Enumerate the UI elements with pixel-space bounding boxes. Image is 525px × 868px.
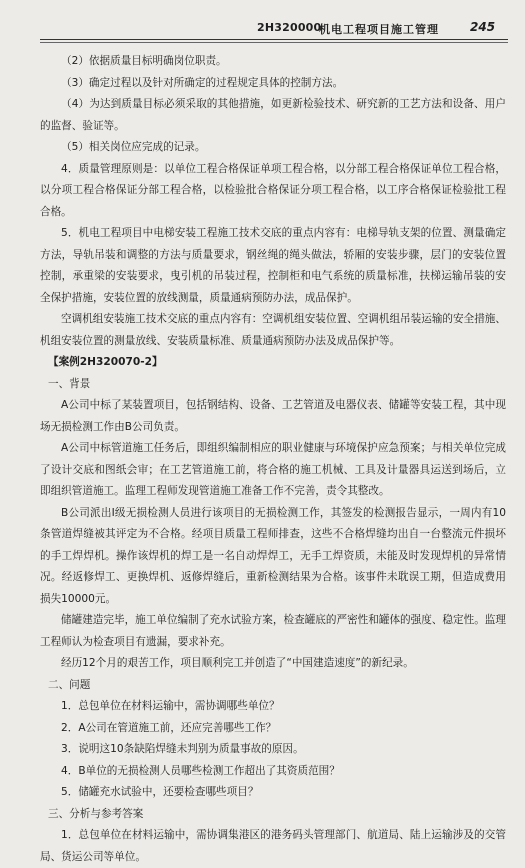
section-heading: 一、背景 xyxy=(48,377,91,390)
question-item: 5．储罐充水试验中，还要检查哪些项目？ xyxy=(61,786,259,798)
paragraph: A公司中标了某装置项目，包括钢结构、设备、工艺管道及电器仪表、储罐等安装工程，其中现场无损检测工作由B公司负责。 xyxy=(40,399,506,433)
section-heading: 二、问题 xyxy=(48,678,91,691)
header-section-code: 2H320000 xyxy=(257,21,322,34)
paragraph: （5）相关岗位应完成的记录。 xyxy=(61,141,206,153)
paragraph: （4）为达到质量目标必须采取的其他措施，如更新检验技术、研究新的工艺方法和设备、用户的监督、验证等。 xyxy=(40,98,506,132)
paragraph: 经历12个月的艰苦工作，项目顺利完工并创造了“中国建造速度”的新纪录。 xyxy=(61,657,414,669)
paragraph: （2）依据质量目标明确岗位职责。 xyxy=(61,55,227,67)
question-item: 1．总包单位在材料运输中，需协调哪些单位？ xyxy=(61,700,280,712)
page-body xyxy=(40,51,506,868)
header-rule-thin xyxy=(40,42,508,43)
question-item: 2．A公司在管道施工前，还应完善哪些工作？ xyxy=(61,721,277,734)
paragraph: A公司中标管道施工任务后，即组织编制相应的职业健康与环境保护应急预案；与相关单位完成了设计交底和图纸会审；在工艺管道施工前，将合格的施工机械、工具及计量器具运送到场后，立即组织管道施工。监理工程师发现管道施工准备工作不完善，责令其整改。 xyxy=(40,442,506,497)
paragraph: 空调机组安装施工技术交底的重点内容有：空调机组安装位置、空调机组吊装运输的安全措施、机组安装位置的测量放线、安装质量标准、质量通病预防办法及成品保护等。 xyxy=(40,313,506,347)
paragraph: 储罐建造完毕，施工单位编制了充水试验方案，检查罐底的严密性和罐体的强度、稳定性。监理工程师认为检查项目有遗漏，要求补充。 xyxy=(40,614,506,648)
answer-paragraph: 1．总包单位在材料运输中，需协调集港区的港务码头管理部门、航道局、陆上运输涉及的交管局、货运公司等单位。 xyxy=(40,829,506,863)
section-heading: 三、分析与参考答案 xyxy=(48,807,144,820)
running-header xyxy=(0,21,525,43)
case-heading: 【案例2H320070-2】 xyxy=(48,356,163,368)
paragraph: B公司派出Ⅰ级无损检测人员进行该项目的无损检测工作，其签发的检测报告显示，一周内有10条管道焊缝被其评定为不合格。经项目质量工程师排查，这些不合格焊缝均出自一台整流元件损坏的手工焊焊机。操作该焊机的焊工是一名自动焊焊工，无手工焊资质，未能及时发现焊机的异常情况。经返修焊工、更换焊机、返修焊缝后，重新检测结果为合格。该事件未耽误工期，但造成费用损失10000元。 xyxy=(40,506,506,605)
page-number: 245 xyxy=(470,20,496,34)
header-rule xyxy=(40,39,508,40)
question-item: 4．B单位的无损检测人员哪些检测工作超出了其资质范围？ xyxy=(61,764,340,777)
paragraph: 5．机电工程项目中电梯安装工程施工技术交底的重点内容有：电梯导轨支架的位置、测量确定方法，导轨吊装和调整的方法与质量要求，钢丝绳的绳头做法，轿厢的安装步骤，层门的安装位置控制，承重梁的安装要求，曳引机的吊装过程，控制柜和电气系统的质量标准，扶梯运输吊装的安全保护措施，安装位置的放线测量，质量通病预防办法，成品保护。 xyxy=(40,227,506,304)
paragraph: （3）确定过程以及针对所确定的过程规定具体的控制方法。 xyxy=(61,76,344,89)
question-item: 3．说明这10条缺陷焊缝未判别为质量事故的原因。 xyxy=(61,743,304,755)
paragraph: 4．质量管理原则是：以单位工程合格保证单项工程合格，以分部工程合格保证单位工程合格，以分项工程合格保证分部工程合格，以检验批合格保证分项工程合格，以工序合格保证检验批工程合格。 xyxy=(40,162,506,218)
header-chapter-title: 机电工程项目施工管理 xyxy=(319,23,439,36)
